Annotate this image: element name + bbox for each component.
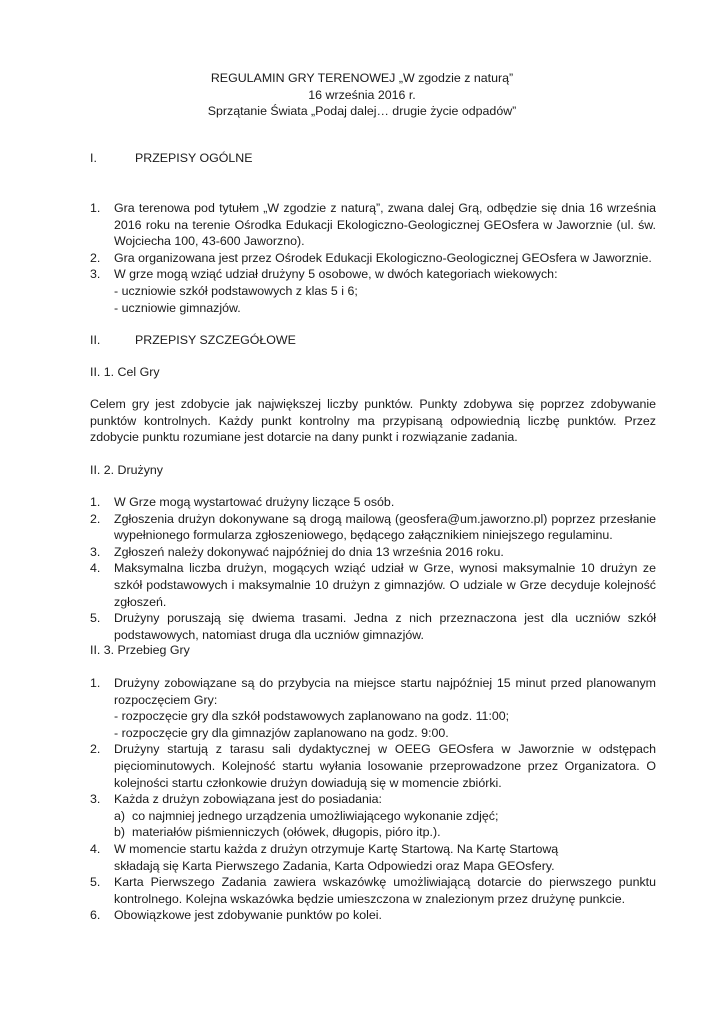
subitem-letter: b) xyxy=(114,825,126,840)
item-text: Karta Pierwszego Zadania zawiera wskazówkę umożliwiającą dotarcie do pierwszego punktu kontrolnego. Kolejna wskazówka będzie umieszczona w znalezionym przez drużynę punkcie. xyxy=(114,875,656,906)
list-item xyxy=(90,874,656,907)
item-text: Zgłoszenia drużyn dokonywane są drogą mailową (geosfera@um.jaworzno.pl) poprzez przesłanie wypełnionego formularza zgłoszeniowego, będącego załącznikiem niniejszego regulaminu. xyxy=(114,511,656,543)
item-subline: - uczniowie gimnazjów. xyxy=(114,300,241,315)
section-heading-detailed xyxy=(90,332,296,349)
title-line-3: Sprzątanie Świata „Podaj dalej… drugie życie odpadów” xyxy=(207,104,517,119)
item-number: 5. xyxy=(90,611,101,626)
title-line-2: 16 września 2016 r. xyxy=(308,87,416,102)
subsection-heading-course: II. 3. Przebieg Gry xyxy=(90,643,190,657)
document-title xyxy=(0,70,724,120)
item-number: 4. xyxy=(90,841,101,856)
section-number: I. xyxy=(90,151,97,165)
item-subline: - uczniowie szkół podstawowych z klas 5 i 6; xyxy=(114,283,358,298)
sublist-item xyxy=(114,824,656,841)
subitem-letter: a) xyxy=(114,808,126,823)
item-text: Zgłoszeń należy dokonywać najpóźniej do dnia 13 września 2016 roku. xyxy=(114,544,504,559)
list-item xyxy=(90,675,656,741)
subsection-heading-teams: II. 2. Drużyny xyxy=(90,463,163,477)
item-number: 2. xyxy=(90,742,101,757)
list-item xyxy=(90,544,656,561)
title-line-1: REGULAMIN GRY TERENOWEJ „W zgodzie z naturą” xyxy=(210,71,514,85)
course-list xyxy=(90,675,656,924)
item-number: 2. xyxy=(90,511,101,526)
item-text: Drużyny zobowiązane są do przybycia na miejsce startu najpóźniej 15 minut przed planowanym rozpoczęciem Gry: xyxy=(114,676,656,707)
paragraph-text: Celem gry jest zdobycie jak największej liczby punktów. Punkty zdobywa się poprzez zdobywanie punktów kontrolnych. Każdy punkt kontrolny ma przypisaną odpowiednią liczbę punktów. Przez zdobycie punktu rozumiane jest dotarcie na dany punkt i rozwiązanie zadania. xyxy=(90,397,656,445)
item-number: 1. xyxy=(90,676,101,690)
item-number: 2. xyxy=(90,250,101,265)
item-subline: składają się Karta Pierwszego Zadania, Karta Odpowiedzi oraz Mapa GEOsfery. xyxy=(114,858,555,873)
subsection-heading-goal: II. 1. Cel Gry xyxy=(90,365,160,379)
item-text: Gra terenowa pod tytułem „W zgodzie z naturą”, zwana dalej Grą, odbędzie się dnia 16 września 2016 roku na terenie Ośrodka Edukacji Ekologiczno-Geologicznej GEOsfera w Jaworznie (ul. św. Wojciecha 100, 43-600 Jaworzno). xyxy=(114,201,656,249)
list-item xyxy=(90,266,656,316)
list-item xyxy=(90,791,656,841)
sublist-item xyxy=(114,808,656,825)
general-rules-list xyxy=(90,200,656,316)
goal-paragraph xyxy=(90,396,656,446)
list-item xyxy=(90,610,656,643)
item-number: 1. xyxy=(90,201,101,215)
list-item xyxy=(90,841,656,874)
item-number: 3. xyxy=(90,544,101,559)
list-item xyxy=(90,907,656,924)
equipment-sublist xyxy=(114,808,656,841)
item-subline: - rozpoczęcie gry dla gimnazjów zaplanowano na godz. 9:00. xyxy=(114,725,449,740)
item-number: 1. xyxy=(90,495,101,509)
item-text: Drużyny startują z tarasu sali dydaktycznej w OEEG GEOsfera w Jaworznie w odstępach pięciominutowych. Kolejność startu wyłania losowanie przeprowadzone przez Organizatora. O kolejności startu członkowie drużyn dowiadują się w momencie zbiórki. xyxy=(114,742,656,790)
section-title: PRZEPISY SZCZEGÓŁOWE xyxy=(135,333,296,347)
list-item xyxy=(90,250,656,267)
list-item xyxy=(90,560,656,610)
item-text: W Grze mogą wystartować drużyny liczące 5 osób. xyxy=(114,495,395,509)
item-text: W grze mogą wziąć udział drużyny 5 osobowe, w dwóch kategoriach wiekowych: xyxy=(114,267,558,282)
item-subline: - rozpoczęcie gry dla szkół podstawowych zaplanowano na godz. 11:00; xyxy=(114,709,510,724)
item-text: W momencie startu każda z drużyn otrzymuje Kartę Startową. Na Kartę Startową xyxy=(114,841,559,856)
section-title: PRZEPISY OGÓLNE xyxy=(135,151,253,165)
list-item xyxy=(90,200,656,250)
item-number: 5. xyxy=(90,875,101,890)
list-item xyxy=(90,511,656,544)
subitem-text: co najmniej jednego urządzenia umożliwiającego wykonanie zdjęć; xyxy=(132,808,499,823)
item-number: 6. xyxy=(90,908,101,923)
item-text: Drużyny poruszają się dwiema trasami. Jedna z nich przeznaczona jest dla uczniów szkół podstawowych, natomiast druga dla uczniów gimnazjów. xyxy=(114,611,656,642)
teams-list xyxy=(90,494,656,643)
section-heading-general xyxy=(90,150,253,167)
item-number: 3. xyxy=(90,792,101,807)
list-item xyxy=(90,494,656,511)
item-text: Maksymalna liczba drużyn, mogących wziąć udział w Grze, wynosi maksymalnie 10 drużyn ze szkół podstawowych i maksymalnie 10 drużyn z gimnazjów. O udziale w Grze decyduje kolejność zgłoszeń. xyxy=(114,561,656,609)
item-number: 3. xyxy=(90,267,101,282)
section-number: II. xyxy=(90,333,101,347)
item-number: 4. xyxy=(90,561,101,576)
list-item xyxy=(90,741,656,791)
subitem-text: materiałów piśmienniczych (ołówek, długopis, pióro itp.). xyxy=(132,825,441,840)
item-text: Każda z drużyn zobowiązana jest do posiadania: xyxy=(114,792,382,807)
item-text: Gra organizowana jest przez Ośrodek Edukacji Ekologiczno-Geologicznej GEOsfera w Jaworznie. xyxy=(114,250,652,265)
item-text: Obowiązkowe jest zdobywanie punktów po kolei. xyxy=(114,908,382,923)
